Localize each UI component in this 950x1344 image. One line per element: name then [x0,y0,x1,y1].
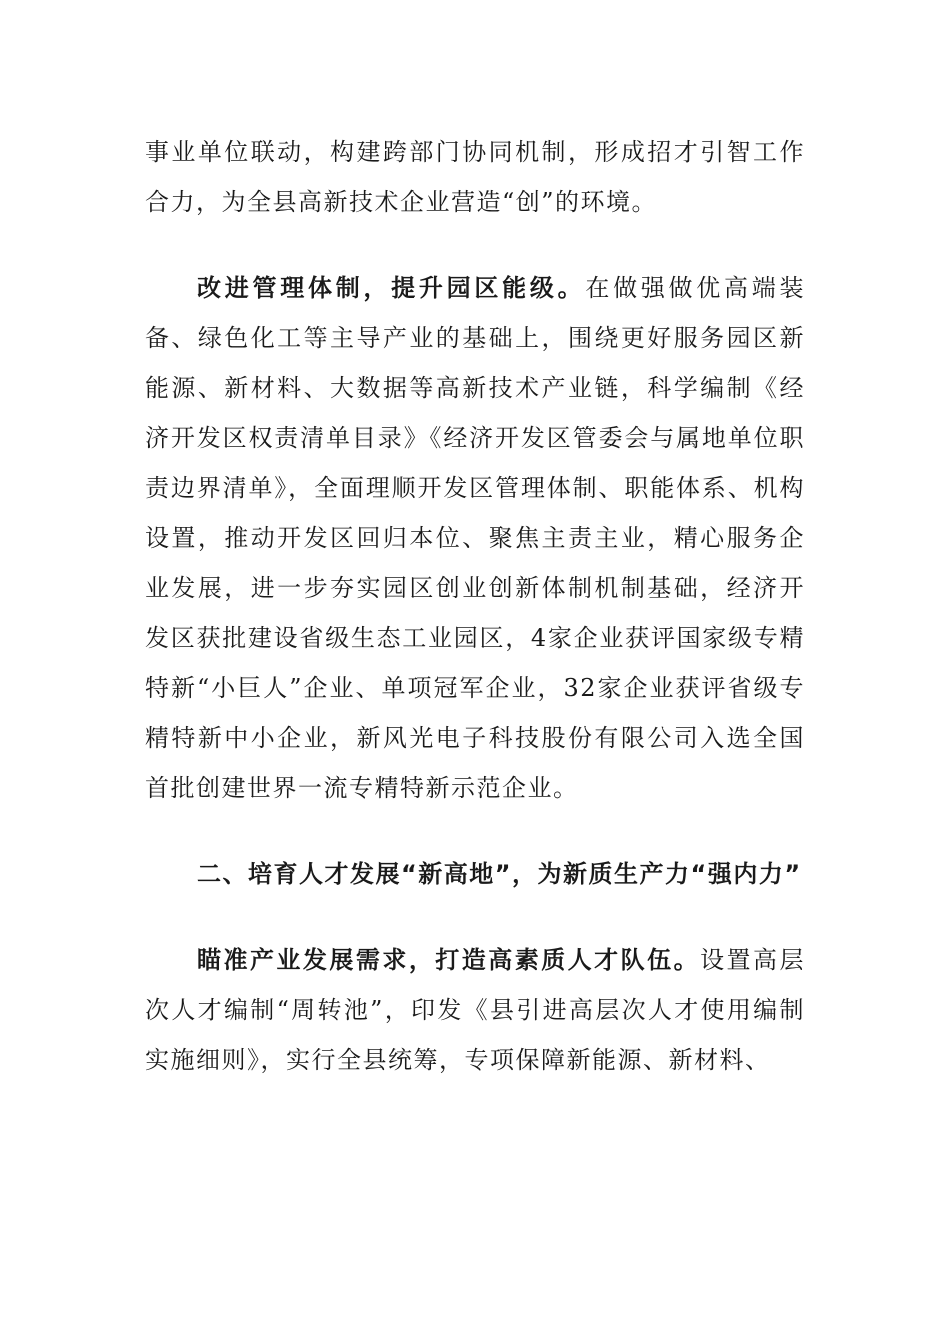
paragraph-text: 在做强做优高端装备、绿色化工等主导产业的基础上，围绕更好服务园区新能源、新材料、大数据等高新技术产业链，科学编制《经济开发区权责清单目录》《经济开发区管委会与属地单位职责边界清单》，全面理顺开发区管理体制、职能体系、机构设置，推动开发区回归本位、聚焦主责主业，精心服务企业发展，进一步夯实园区创业创新体制机制基础，经济开发区获批建设省级生态工业园区，4家企业获评国家级专精特新“小巨人”企业、单项冠军企业，32家企业获评省级专精特新中小企业，新风光电子科技股份有限公司入选全国首批创建世界一流专精特新示范企业。 [145,274,806,802]
paragraph-lead-heading: 改进管理体制，提升园区能级。 [197,274,586,302]
paragraph-management-system [145,263,805,813]
paragraph-talent-team [145,935,805,1085]
paragraph-gap [145,227,805,263]
paragraph-text: 设置高层次人才编制“周转池”，印发《县引进高层次人才使用编制实施细则》，实行全县统筹，专项保障新能源、新材料、 [145,946,806,1074]
paragraph-text: 事业单位联动，构建跨部门协同机制，形成招才引智工作合力，为全县高新技术企业营造“创”的环境。 [145,138,805,216]
paragraph-continuation [145,127,805,227]
paragraph-gap [145,813,805,849]
document-body [145,127,805,1085]
paragraph-lead-heading: 瞄准产业发展需求，打造高素质人才队伍。 [197,946,701,974]
section-heading: 二、培育人才发展“新高地”，为新质生产力“强内力” [197,860,802,888]
paragraph-gap [145,899,805,935]
